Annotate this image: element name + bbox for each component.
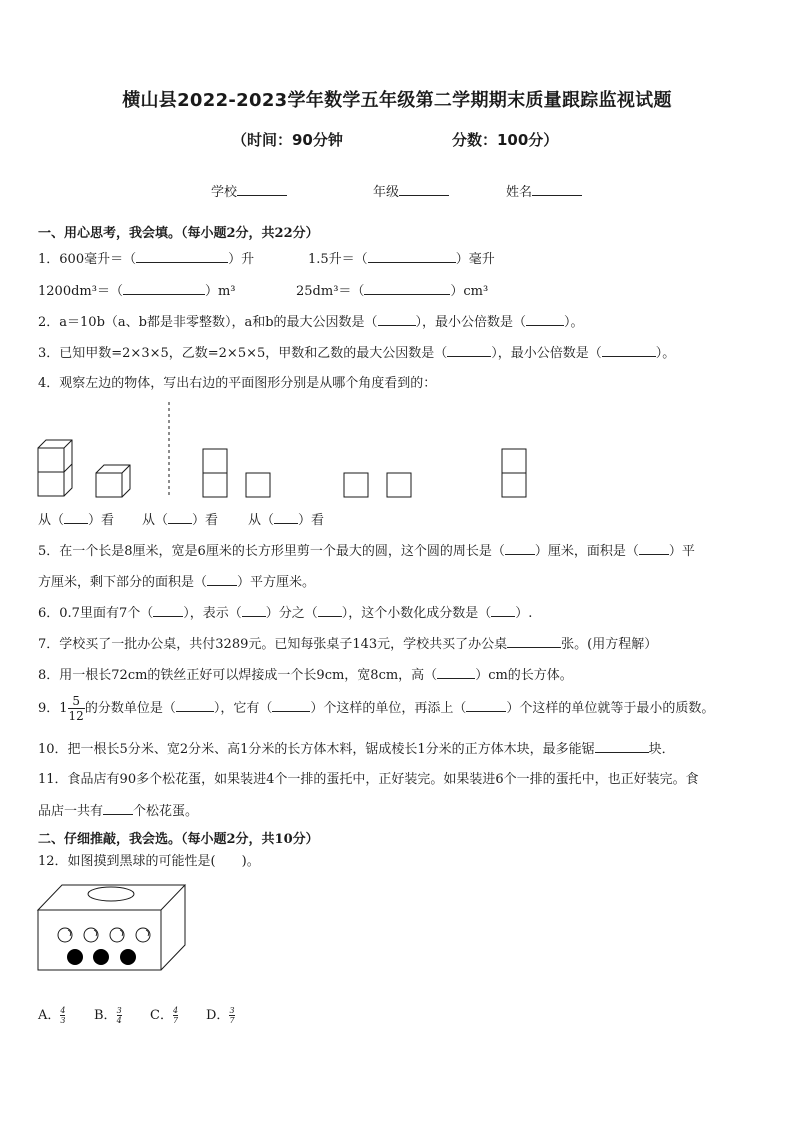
question-11-line-2: 品店一共有 个松花蛋。 bbox=[38, 804, 199, 819]
question-2: 2．a＝10b（a、b都是非零整数），a和b的最大公因数是（ ），最小公倍数是（ ）。 bbox=[38, 315, 584, 330]
grade-field: 年级 bbox=[373, 181, 449, 200]
exam-score: 分数：100分） bbox=[452, 131, 559, 149]
question-6: 6．0.7里面有7个（ ），表示（ ）分之（ ），这个小数化成分数是（ ）. bbox=[38, 606, 533, 621]
question-7: 7．学校买了一批办公桌，共付3289元。已知每张桌子143元，学校共买了办公桌 张。(用方程解） bbox=[38, 637, 658, 652]
question-4: 4．观察左边的物体，写出右边的平面图形分别是从哪个角度看到的： bbox=[38, 376, 437, 391]
question-1d: 25dm³＝（ ）cm³ bbox=[296, 284, 489, 299]
q4-answer-1: 从（ ）看 bbox=[38, 513, 115, 528]
white-balls bbox=[58, 928, 150, 942]
question-10: 10．把一根长5分米、宽2分米、高1分米的长方体木料，锯成棱长1分米的正方体木块，最多能锯 块． bbox=[38, 742, 675, 757]
option-b[interactable]: B． $\frac{3}{4}$ bbox=[94, 1006, 122, 1025]
question-3: 3．已知甲数=2×3×5，乙数=2×5×5，甲数和乙数的最大公因数是（ ），最小公倍数是（ ）。 bbox=[38, 346, 676, 361]
black-balls bbox=[67, 949, 136, 965]
question-9: 9．1 $\frac{5}{12}$ 的分数单位是（ ），它有（ ）个这样的单位，再添上（ ）个这样的单位就等于最小的质数。 bbox=[38, 694, 715, 723]
question-1c: 1200dm³＝（ ）m³ bbox=[38, 284, 236, 299]
section-2-heading: 二、仔细推敲，我会选。（每小题2分，共10分） bbox=[38, 832, 319, 847]
option-a[interactable]: A． $\frac{4}{3}$ bbox=[38, 1006, 66, 1025]
question-1a: 1．600毫升＝（ ）升 bbox=[38, 252, 255, 267]
question-8: 8．用一根长72cm的铁丝正好可以焊接成一个长9cm，宽8cm，高（ ）cm的长方体。 bbox=[38, 668, 573, 683]
question-12: 12．如图摸到黑球的可能性是( )。 bbox=[38, 854, 260, 869]
q4-answer-3: 从（ ）看 bbox=[248, 513, 325, 528]
q4-answer-2: 从（ ）看 bbox=[142, 513, 219, 528]
exam-time: （时间：90分钟 bbox=[232, 131, 343, 149]
name-field: 姓名 bbox=[506, 181, 582, 200]
question-5-line-2: 方厘米，剩下部分的面积是（ ）平方厘米。 bbox=[38, 575, 316, 590]
option-c[interactable]: C． $\frac{4}{7}$ bbox=[150, 1006, 179, 1025]
section-1-heading: 一、用心思考，我会填。（每小题2分，共22分） bbox=[38, 226, 319, 241]
option-d[interactable]: D． $\frac{3}{7}$ bbox=[206, 1006, 235, 1025]
school-field: 学校 bbox=[211, 181, 287, 200]
mixed-fraction: $\frac{5}{12}$ bbox=[68, 694, 84, 723]
exam-title: 横山县2022-2023学年数学五年级第二学期期末质量跟踪监视试题 bbox=[122, 90, 672, 111]
question-11-line-1: 11．食品店有90多个松花蛋，如果装进4个一排的蛋托中，正好装完。如果装进6个一排的蛋托中，也正好装完。食 bbox=[38, 772, 699, 787]
question-5-line-1: 5．在一个长是8厘米，宽是6厘米的长方形里剪一个最大的圆，这个圆的周长是（ ）厘米，面积是（ ）平 bbox=[38, 544, 695, 559]
box-opening bbox=[88, 887, 134, 901]
question-1b: 1.5升＝（ ）毫升 bbox=[308, 252, 495, 267]
